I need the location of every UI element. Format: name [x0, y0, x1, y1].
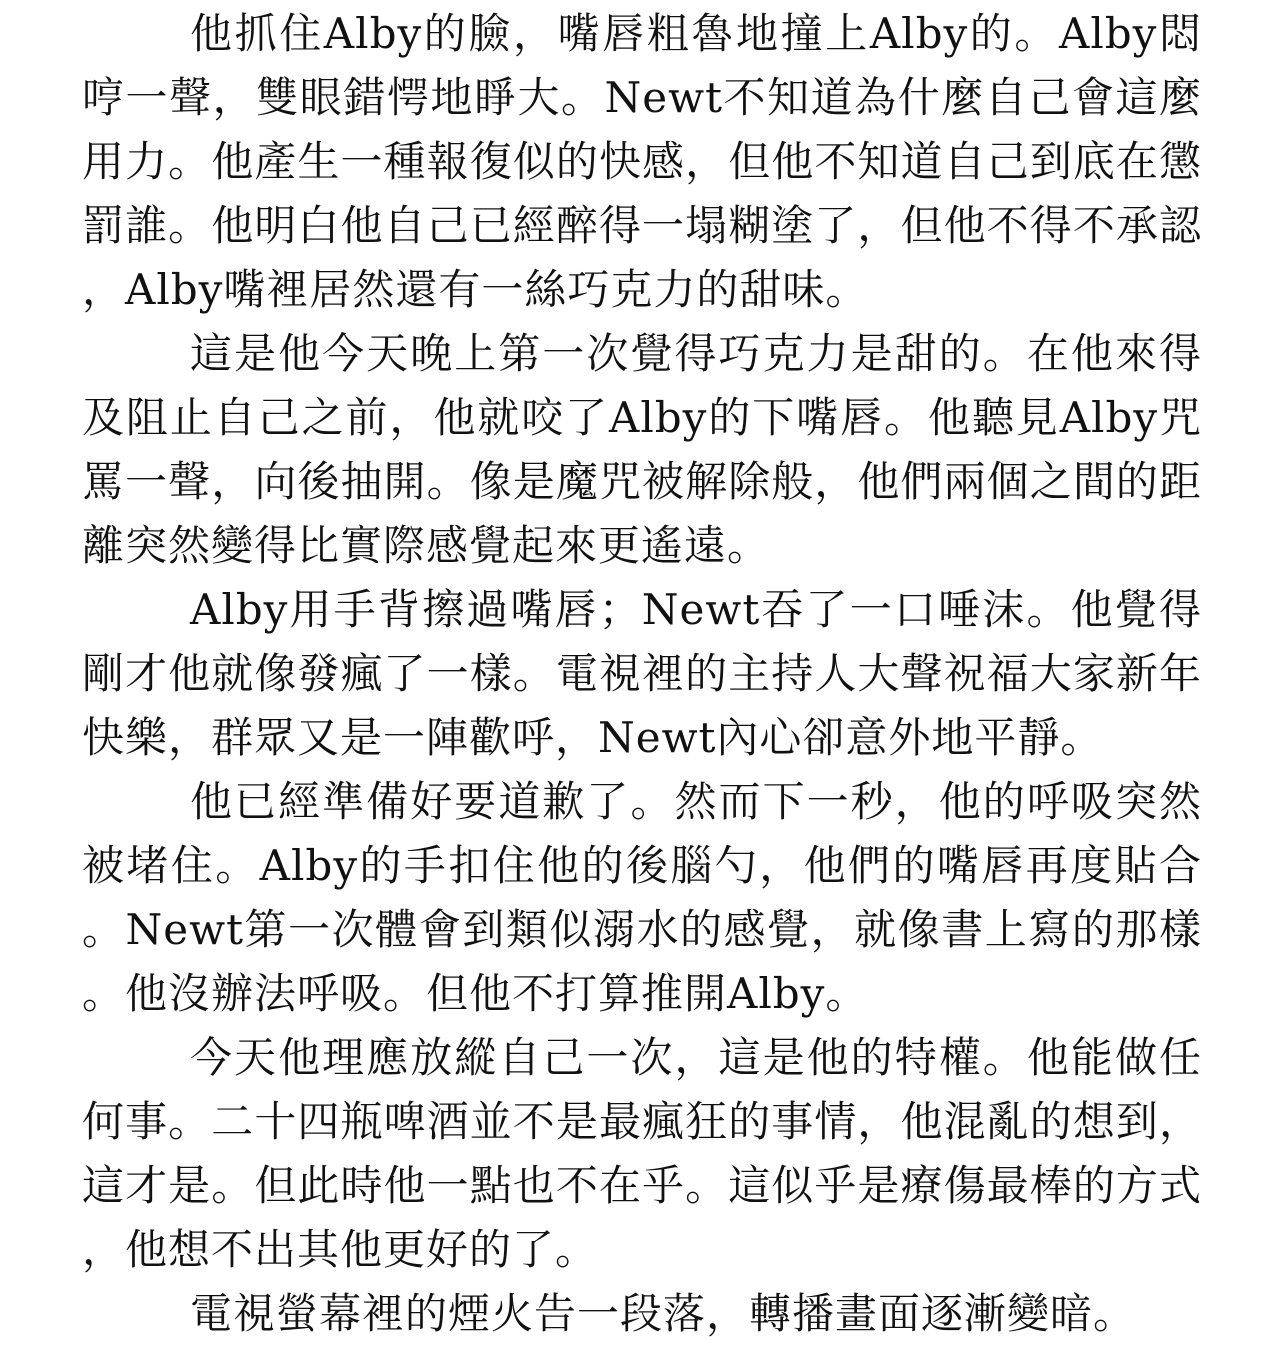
document-page — [82, 0, 1202, 1346]
paragraph-5: 今天他理應放縱自己一次，這是他的特權。他能做任何事。二十四瓶啤酒並不是最瘋狂的事情，他混亂的想到，這才是。但此時他一點也不在乎。這似乎是療傷最棒的方式，他想不出其他更好的了。 — [82, 1033, 1202, 1274]
paragraph-4: 他已經準備好要道歉了。然而下一秒，他的呼吸突然被堵住。Alby的手扣住他的後腦勺，他們的嘴唇再度貼合。Newt第一次體會到類似溺水的感覺，就像書上寫的那樣。他沒辦法呼吸。但他不打算推開Alby。 — [82, 777, 1202, 1018]
paragraph-6: 電視螢幕裡的煙火告一段落，轉播畫面逐漸變暗。 — [190, 1289, 1137, 1338]
paragraph-2: 這是他今天晚上第一次覺得巧克力是甜的。在他來得及阻止自己之前，他就咬了Alby的下嘴唇。他聽見Alby咒罵一聲，向後抽開。像是魔咒被解除般，他們兩個之間的距離突然變得比實際感覺起來更遙遠。 — [82, 329, 1202, 570]
paragraph-1: 他抓住Alby的臉，嘴唇粗魯地撞上Alby的。Alby悶哼一聲，雙眼錯愕地睜大。Newt不知道為什麼自己會這麼用力。他產生一種報復似的快感，但他不知道自己到底在懲罰誰。他明白他自己已經醉得一塌糊塗了，但他不得不承認，Alby嘴裡居然還有一絲巧克力的甜味。 — [82, 9, 1202, 314]
paragraph-3: Alby用手背擦過嘴唇；Newt吞了一口唾沫。他覺得剛才他就像發瘋了一樣。電視裡的主持人大聲祝福大家新年快樂，群眾又是一陣歡呼，Newt內心卻意外地平靜。 — [82, 585, 1202, 762]
